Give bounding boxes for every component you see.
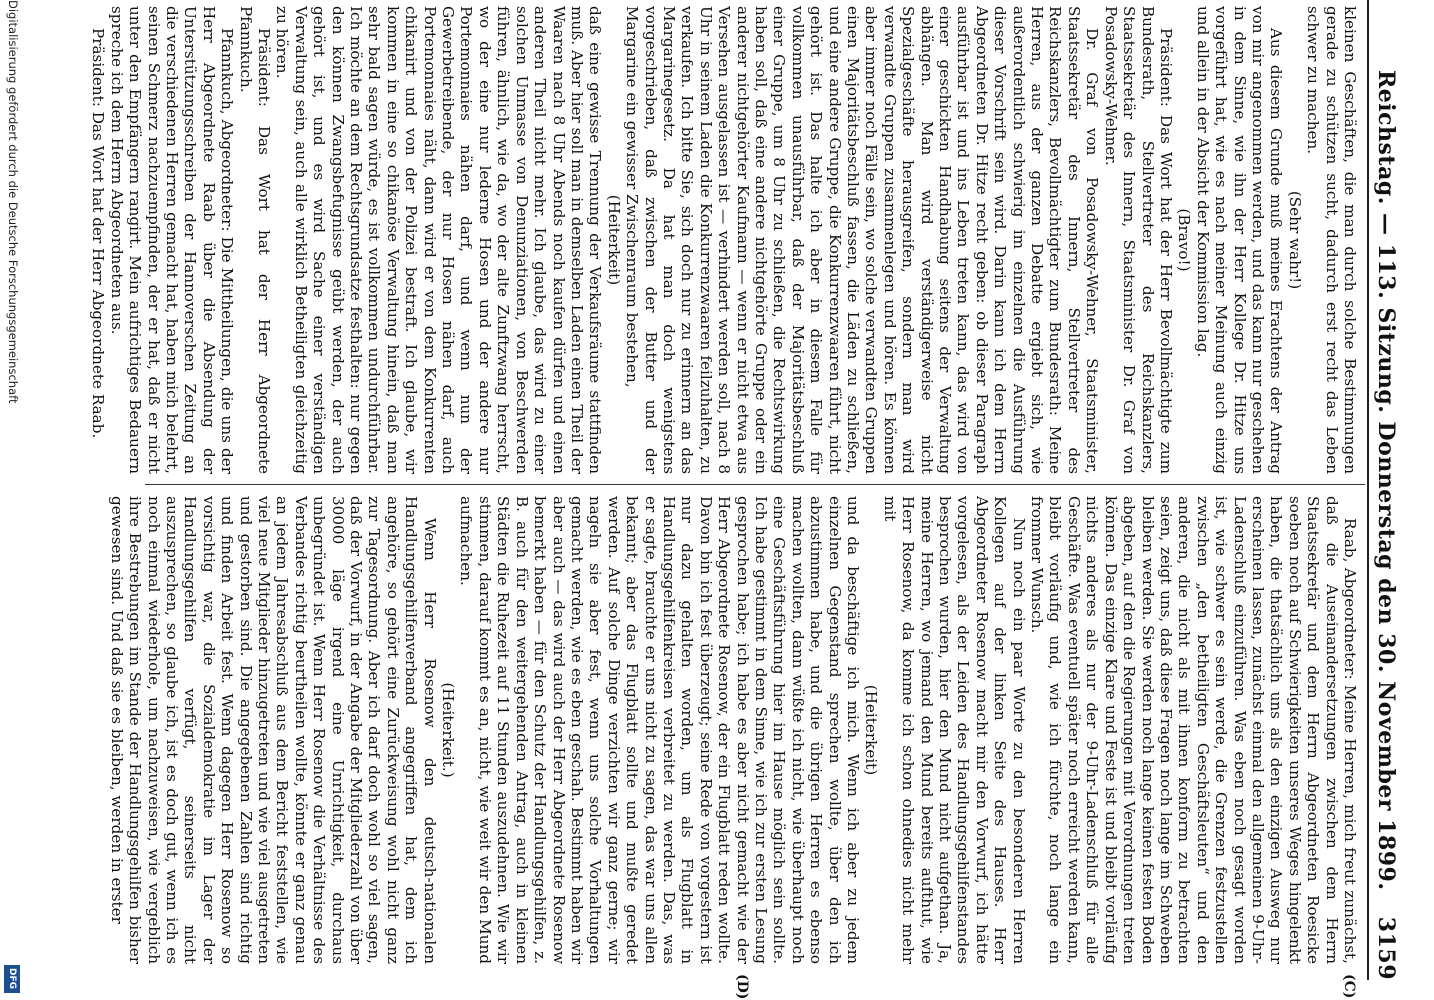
page-number: 3159	[1373, 916, 1399, 980]
paragraph: kleinen Geschäften, die man durch solche Bestimmungen gerade zu schützen sucht, dadurch erst recht das Leben schwer zu machen.	[1304, 6, 1359, 474]
paragraph: Präsident: Das Wort hat der Herr Bevollmächtigte zum Bundesrath, Stellvertreter des Reichskanzlers, Staatssekretär des Innern, Staatsminister Dr. Graf von Posadowsky-Wehner.	[1101, 6, 1175, 474]
interjection: (Bravo!)	[1175, 208, 1194, 272]
paragraph: Pfannkuch, Abgeordneter: Die Mittheilungen, die uns der Herr Abgeordnete Raab über die Absendung der Unterstützungsschreiben der Hannoverschen Zeitung an die verschiedenen Herren gemacht hat, haben mich belehrt, seinen Schmerz nachzuempfinden, der er hat, daß er nicht unter den Empfängern rangirt. Mein aufrichtiges Bedauern spreche ich dem Herrn Abgeordneten aus.	[107, 6, 237, 474]
paragraph: Raab, Abgeordneter: Meine Herren, mich freut zunächst, daß die Auseinandersetzungen zwischen dem Herrn Staatssekretär und dem Herrn Abgeordneten Roesicke soeben noch auf Schwierigkeiten unseres Weges hingelenkt haben, die thatsächlich uns als den einzigen Ausweg nur erscheinen lassen, zunächst einmal den allgemeinen 9-Uhr-Ladenschluß einzuführen. Was eben noch gesagt worden ist, wie schwer es sein werde, die Grenzen festzustellen zwischen „den betheiligten Geschäftsleuten“ und den anderen, die nicht als mit ihnen konform zu betrachten seien, zeigt uns, daß diese Fragen noch lange im Schweben bleiben werden. Sie werden noch lange keinen festen Boden abgeben, auf den die Regierungen mit Verordnungen treten können. Das einzige Klare und Feste ist und bleibt vorläufig nichts anderes als nur der 9-Uhr-Ladenschluß für alle Geschäfte. Was eventuell später noch erreicht werden kann, bleibt vorläufig und, wie ich fürchte, noch lange ein frommer Wunsch.	[1028, 496, 1359, 964]
interjection: (Heiterkeit.)	[439, 682, 458, 778]
interjection: (Heiterkeit)	[604, 194, 623, 286]
paragraph: Dr. Graf von Posadowsky-Wehner, Staatsminister, Staatssekretär des Innern, Stellvertreter des Reichskanzlers, Bevollmächtigter zum Bundesrath: Meine Herren, aus der ganzen Debatte ergiebt sich, wie außerordentlich schwierig im einzelnen die Ausführung dieser Vorschrift sein wird. Darin kann ich dem Herrn Abgeordneten Dr. Hitze recht geben: ob dieser Paragraph ausführbar ist und ins Leben treten kann, das wird von einer geschickten Handhabung seitens der Verwaltung abhängen. Man wird verständigerweise nicht Spezialgeschäfte herausgreifen, sondern man wird verwandte Gruppen zusammenlegen und hören. Es können aber immer noch Fälle sein, wo solche verwandten Gruppen einen Majoritätsbeschluß fassen, die Läden zu schließen, und eine andere Gruppe, die Konkurrenzwaaren führt, nicht gehört ist. Das halte ich aber in diesem Falle für vollkommen unausführbar, daß der Majoritätsbeschluß einer Gruppe, um 8 Uhr zu schließen, die Rechtswirkung haben soll, daß eine andere nichtgehörte Gruppe oder ein anderer nichtgehörter Kaufmann — wenn er nicht etwa aus Versehen ausgelassen ist — verhindert werden soll, nach 8 Uhr in seinem Laden die Konkurrenzwaaren feilzuhalten, zu verkaufen. Ich bitte Sie, sich doch nur zu erinnern an das Margarinegesetz. Da hat man doch wenigstens vorgeschrieben, daß zwischen der Butter und der Margarine ein gewisser Zwischenraum bestehen,	[623, 6, 1102, 474]
paragraph: daß eine gewisse Trennung der Verkaufsräume stattfinden muß. Aber hier soll man in demselben Laden einen Theil der Waaren nach 8 Uhr Abends noch kaufen dürfen und einen anderen Theil nicht mehr. Ich glaube, das wird zu einer solchen Unmasse von Denunziationen, von Beschwerden führen, ähnlich, wie da, wo der alte Zunftzwang herrscht, wo der eine nur lederne Hosen und der andere nur Portemonnaies nähen darf, und wenn nun der Gewerbetreibende, der nur Hosen nähen darf, auch Portemonnaies näht, dann wird er von dem Konkurrenten chikanirt und von der Polizei bestraft. Ich glaube, wir kommen in eine so chikanöse Verwaltung hinein, daß man sehr bald sagen würde, es ist vollkommen undurchführbar. Ich möchte an dem Rechtsgrundsatze festhalten: nur gegen den können Zwangsbefugnisse geübt werden, der auch gehört ist, und es wird Sache einer verständigen Verwaltung sein, auch alle wirklich Betheiligten gleichzeitig zu hören.	[273, 6, 605, 474]
header-rule	[1367, 0, 1369, 980]
header-title: Reichstag. — 113. Sitzung. Donnerstag den 30. November 1899.	[1373, 70, 1399, 891]
paragraph: Aus diesem Grunde muß meines Erachtens der Antrag von mir angenommen werden, und das kann nur geschehen in dem Sinne, wie ihn der Herr Kollege Dr. Hitze uns vorgeführt hat, wie es nach meiner Meinung auch einzig und allein in der Absicht der Kommission lag.	[1193, 6, 1286, 474]
paragraph: Präsident: Das Wort hat der Herr Abgeordnete Pfannkuch.	[236, 6, 274, 474]
paragraph: Nun noch ein paar Worte zu den besonderen Herren Kollegen auf der linken Seite des Hauses. Herr Abgeordneter Rosenow macht mir den Vorwurf, ich hätte vorgelesen, als der Leiden des Handlungsgehilfenstandes besprochen wurden, hier den Mund nicht aufgethan. Ja, meine Herren, wo jemand den Mund bereits aufthut, wie Herr Rosenow, da komme ich schon ohnedies nicht mehr mit	[880, 496, 1028, 964]
document-page	[85, 0, 1405, 1000]
digitization-credit	[4, 0, 22, 1000]
dfg-logo: DFG	[4, 965, 20, 993]
paragraph: Präsident: Das Wort hat der Herr Abgeordnete Raab.	[89, 28, 108, 439]
left-column	[89, 6, 1359, 474]
right-column	[107, 496, 1359, 964]
interjection: (Heiterkeit)	[862, 684, 881, 776]
margin-marker-c: (C)	[1341, 974, 1357, 999]
paragraph: und da beschäftige ich mich. Wenn ich aber zu jedem einzelnen Gegenstand sprechen wollte, über den ich abzustimmen habe, und die übrigen Herren es ebenso machen wollten, dann wüßte ich nicht, wie überhaupt noch eine Geschäftsführung hier im Hause möglich sein sollte. Ich habe gestimmt in dem Sinne, wie ich zur ersten Lesung gesprochen habe; ich habe es aber nicht gemacht wie der Herr Abgeordnete Rosenow, der ein Flugblatt reden wollte. Davon bin ich fest überzeugt; seine Rede von vorgestern ist nur dazu gehalten worden, um als Flugblatt in Handlungsgehilfenkreisen verbreitet zu werden. Das, was er sagte, brauchte er uns nicht zu sagen, das war uns allen bekannt; aber das Flugblatt sollte und mußte geredet werden. Auf solche Dinge verzichten wir ganz gerne; wir nageln sie aber fest, wenn uns solche Vorhaltungen gemacht werden, wie es eben geschah. Bestimmt haben wir aber auch — das wird auch der Herr Abgeordnete Rosenow bemerkt haben — für den Schutz der Handlungsgehilfen, z. B. auch für den weitergehenden Antrag, auch in kleinen Städten die Ruhezeit auf 11 Stunden auszudehnen. Wie wir stimmen, darauf kommt es an, nicht, wie weit wir den Mund aufmachen.	[457, 496, 863, 964]
credit-text: Digitalisierung gefördert durch die Deutsche Forschungsgemeinschaft	[6, 0, 20, 404]
column-rule	[145, 484, 1365, 485]
interjection: (Sehr wahr!)	[1285, 190, 1304, 290]
paragraph: Wenn Herr Rosenow den deutsch-nationalen Handlungsgehilfenverband angegriffen hat, dem ich angehöre, so gehört eine Zurückweisung wohl nicht ganz zur Tagesordnung. Aber ich darf doch wohl so viel sagen, daß der Vorwurf, in der Angabe der Mitgliederzahl von über 30000 läge irgend eine Unrichtigkeit, durchaus unbegründet ist. Wenn Herr Rosenow die Verhältnisse des Verbandes richtig beurtheilen wollte, könnte er ganz genau an jedem Jahresabschluß aus dem Bericht feststellen, wie viel neue Mitglieder hinzugetreten und wie viel ausgetreten und gestorben sind. Die angegebenen Zahlen sind richtig und finden Arbeit fest. Wenn dagegen Herr Rosenow so vorsichtig war, die Sozialdemokratie im Lager der Handlungsgehilfen verfügt, seinerseits nicht auszusprechen, so glaube ich, ist es doch gut, wenn ich es noch einmal wiederhole, um nachzuweisen, wie vergeblich ihre Bestrebungen im Stande der Handlungsgehilfen bisher gewesen sind. Und daß sie es bleiben, werden in erster	[107, 496, 439, 964]
page-header	[1369, 0, 1405, 980]
margin-marker-d: (D)	[734, 974, 750, 1000]
